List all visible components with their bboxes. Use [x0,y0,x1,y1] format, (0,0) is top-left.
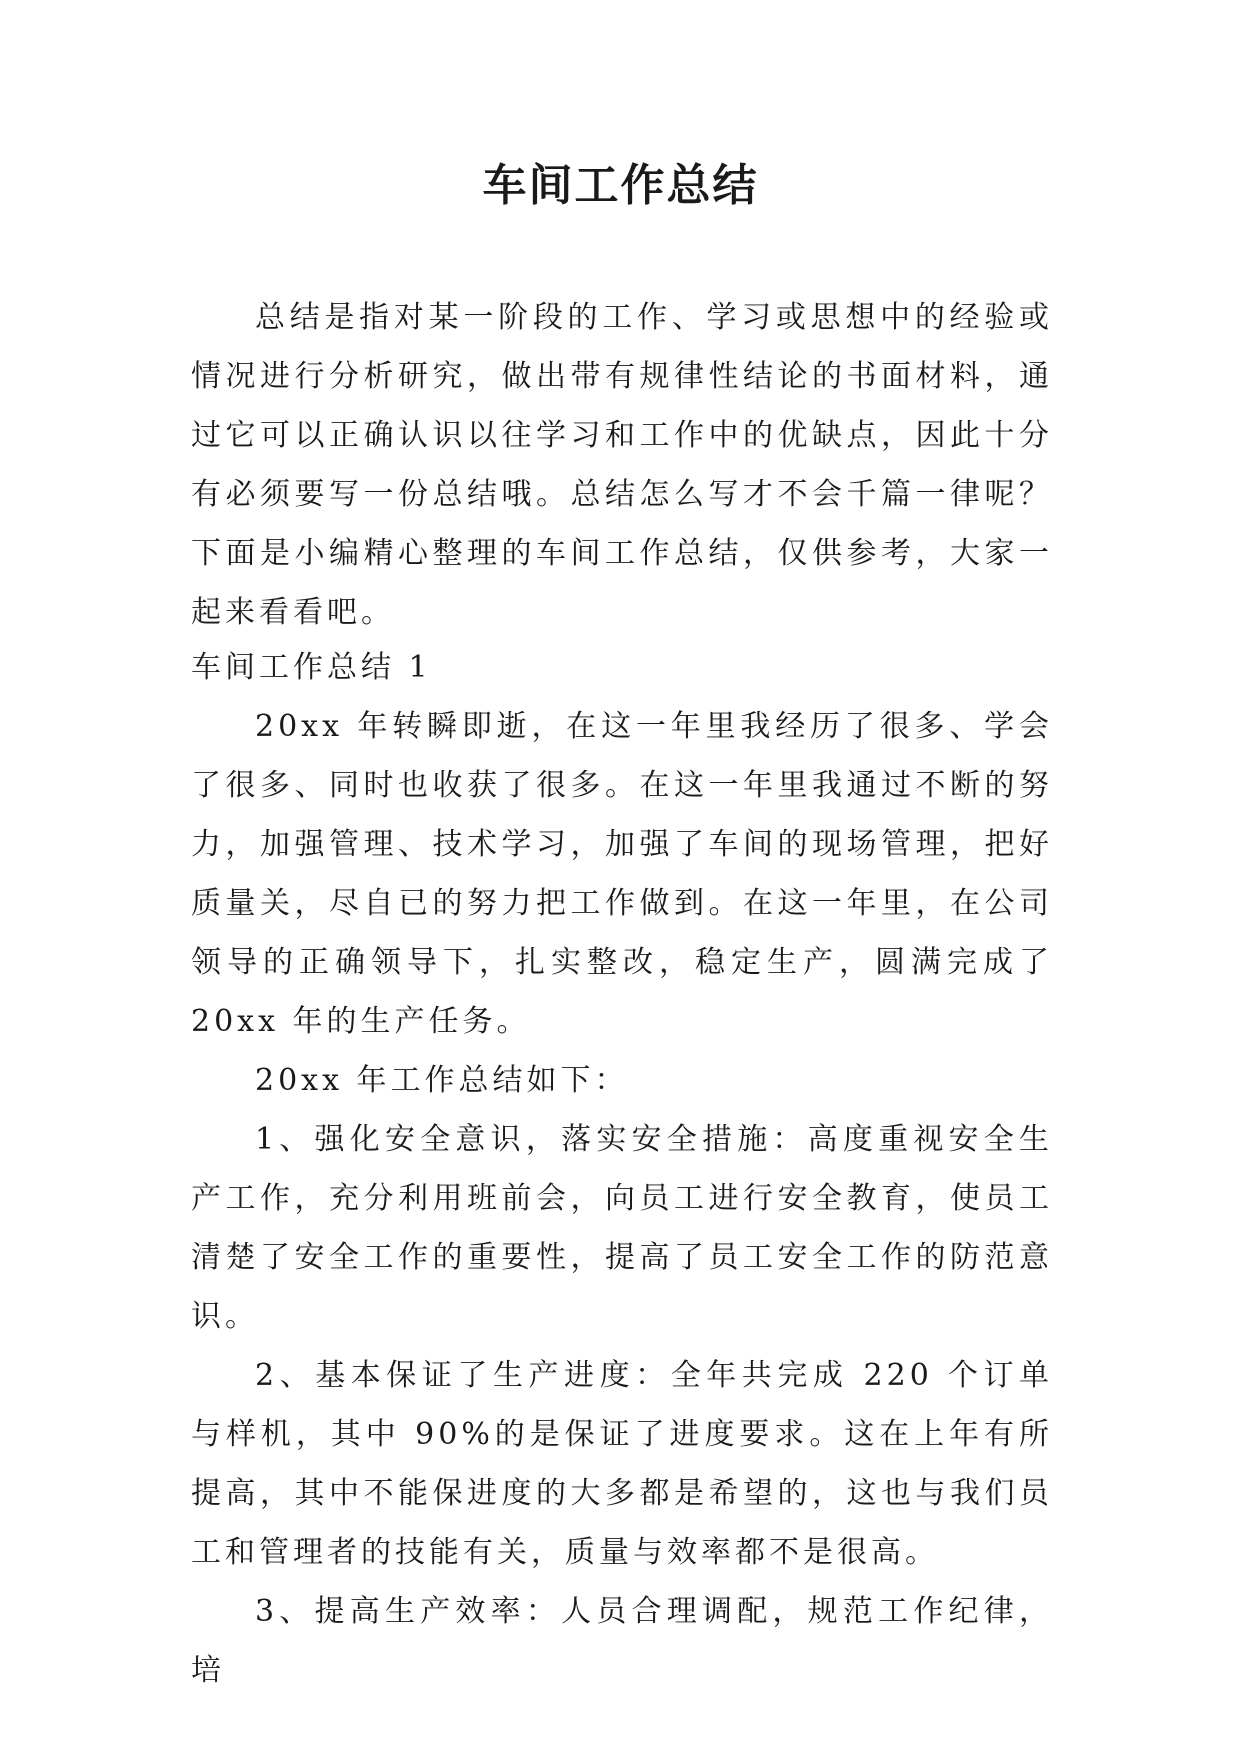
intro-section [191,288,1053,642]
section-heading: 车间工作总结 1 [191,650,432,685]
document-title: 车间工作总结 [482,160,759,211]
body-paragraph: 1、强化安全意识，落实安全措施：高度重视安全生产工作，充分利用班前会，向员工进行安全教育，使员工清楚了安全工作的重要性，提高了员工安全工作的防范意识。 [191,1122,1053,1334]
body-section [191,697,1053,1700]
intro-paragraph: 总结是指对某一阶段的工作、学习或思想中的经验或情况进行分析研究，做出带有规律性结论的书面材料，通过它可以正确认识以往学习和工作中的优缺点，因此十分有必须要写一份总结哦。总结怎么写才不会千篇一律呢？下面是小编精心整理的车间工作总结，仅供参考，大家一起来看看吧。 [191,300,1053,630]
body-paragraph: 2、基本保证了生产进度：全年共完成 220 个订单与样机，其中 90%的是保证了进度要求。这在上年有所提高，其中不能保进度的大多都是希望的，这也与我们员工和管理者的技能有关，质量与效率都不是很高。 [191,1358,1053,1570]
body-paragraph: 3、提高生产效率：人员合理调配，规范工作纪律，培 [191,1594,1053,1688]
body-paragraph: 20xx 年工作总结如下： [255,1063,629,1098]
body-paragraph: 20xx 年转瞬即逝，在这一年里我经历了很多、学会了很多、同时也收获了很多。在这一年里我通过不断的努力，加强管理、技术学习，加强了车间的现场管理，把好质量关，尽自已的努力把工作做到。在这一年里，在公司领导的正确领导下，扎实整改，稳定生产，圆满完成了 20xx 年的生产任务。 [191,709,1053,1039]
